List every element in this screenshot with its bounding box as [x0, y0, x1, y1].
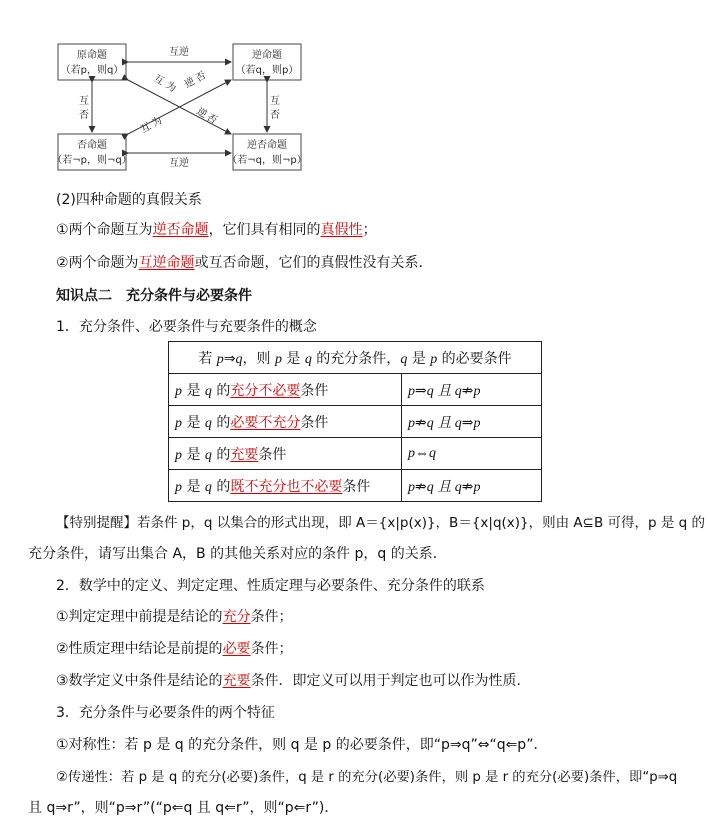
feature-2-line-1: ②传递性：若 p 是 q 的充分(必要)条件，q 是 r 的充分(必要)条件，则 p 是 r 的充分(必要)条件，即“p⇒q	[56, 770, 678, 785]
negation-sub: （若¬p，则¬q）	[52, 155, 132, 166]
feature-2-line-2: 且 q⇒r”，则“p⇒r”(“p⇐q 且 q⇐r”，则“p⇐r”)．	[28, 800, 339, 816]
table-row	[169, 374, 542, 406]
table-cell-condition: p 是 q 的充要条件	[169, 438, 402, 470]
th-c: 是	[281, 350, 305, 367]
tip-line-1: 【特别提醒】若条件 p，q 以集合的形式出现，即 A＝{x|p(x)}，B＝{x|q(x)}，则由 A⊆B 可得，p 是 q 的	[56, 515, 706, 531]
diag1-d: 否	[204, 112, 219, 127]
feature-1: ①对称性：若 p 是 q 的充分条件，则 q 是 p 的必要条件，即“p⇒q”⇔“q⇐p”．	[56, 737, 548, 753]
four-propositions-diagram	[0, 0, 330, 180]
contrapositive-sub: （若¬q，则¬p）	[227, 155, 307, 166]
line-1-b: 逆否命题	[152, 222, 209, 238]
m1-c: 条件；	[250, 609, 293, 625]
th-q: q	[235, 351, 243, 367]
th-arrow: ⇒	[223, 350, 236, 367]
m1-a: ①判定定理中前提是结论的	[56, 609, 223, 625]
th-f: 的必要条件	[437, 350, 512, 367]
th-a: 若	[198, 350, 217, 367]
line-2	[56, 252, 433, 272]
th-q2: q	[304, 351, 312, 367]
line-1-e: ；	[362, 222, 377, 238]
m3-a: ③数学定义中条件是结论的	[56, 673, 223, 689]
th-p: p	[216, 351, 224, 367]
line-2-c: 或互否命题，它们的真假性没有关系．	[194, 255, 433, 271]
top-label: 互逆	[169, 47, 189, 58]
m3-c: 条件．即定义可以用于判定也可以作为性质．	[250, 673, 531, 689]
conditions-table	[168, 341, 542, 502]
tip-line-2: 充分条件，请写出集合 A，B 的其他关系对应的条件 p，q 的关系．	[28, 546, 447, 562]
table-row	[169, 470, 542, 502]
negation-title: 否命题	[77, 140, 107, 151]
original-title: 原命题	[77, 50, 107, 61]
table-cell-relation: p⇏q 且 q⇒p	[402, 406, 542, 438]
table-cell-relation: p⇔q	[402, 438, 542, 470]
bottom-label: 互逆	[169, 158, 189, 169]
subsection-1: 1．充分条件、必要条件与充要条件的概念	[56, 319, 317, 335]
right-label-1: 互	[270, 96, 280, 107]
th-b: ，则	[242, 350, 275, 367]
table-cell-condition: p 是 q 的必要不充分条件	[169, 406, 402, 438]
section-2-title: (2)四种命题的真假关系	[56, 192, 202, 208]
diag1-c: 逆	[194, 106, 209, 121]
table-row	[169, 438, 542, 470]
m2-c: 条件；	[250, 641, 293, 657]
m2-b: 必要	[222, 641, 251, 657]
diag1-a: 互	[151, 73, 166, 88]
line-1-c: ，它们具有相同的	[208, 222, 321, 238]
left-label-1: 互	[79, 96, 89, 107]
knowledge-point-2-heading: 知识点二 充分条件与必要条件	[56, 288, 252, 304]
subsection-3: 3．充分条件与必要条件的两个特征	[56, 705, 275, 721]
th-p2: p	[274, 351, 282, 367]
line-1-a: ①两个命题互为	[56, 222, 153, 238]
m1-b: 充分	[222, 609, 251, 625]
mapping-3	[56, 670, 531, 690]
table-cell-condition: p 是 q 的既不充分也不必要条件	[169, 470, 402, 502]
th-p3: p	[430, 351, 438, 367]
table-cell-relation: p⇒q 且 q⇏p	[402, 374, 542, 406]
line-2-a: ②两个命题为	[56, 255, 139, 271]
inverse-title: 逆命题	[252, 50, 282, 61]
diag2-b: 为	[150, 115, 165, 130]
subsection-2: 2．数学中的定义、判定定理、性质定理与必要条件、充分条件的联系	[56, 578, 485, 594]
m3-b: 充要	[222, 673, 251, 689]
table-header-row	[169, 342, 542, 374]
line-1	[56, 219, 377, 239]
diag2-c: 逆	[183, 76, 198, 91]
line-1-d: 真假性	[320, 222, 363, 238]
table-row	[169, 406, 542, 438]
th-e: 是	[407, 350, 431, 367]
inverse-sub: （若q，则p）	[235, 65, 299, 76]
m2-a: ②性质定理中结论是前提的	[56, 641, 223, 657]
mapping-2	[56, 638, 293, 658]
contrapositive-title: 逆否命题	[247, 140, 287, 151]
left-label-2: 否	[79, 110, 89, 121]
table-cell-condition: p 是 q 的充分不必要条件	[169, 374, 402, 406]
th-d: 的充分条件，	[311, 350, 401, 367]
line-2-b: 互逆命题	[138, 255, 195, 271]
right-label-2: 否	[270, 110, 280, 121]
th-q3: q	[400, 351, 408, 367]
diag2-a: 互	[139, 121, 154, 136]
diag2-d: 否	[194, 70, 209, 85]
table-cell-relation: p⇏q 且 q⇏p	[402, 470, 542, 502]
original-sub: （若p，则q）	[60, 65, 124, 76]
mapping-1	[56, 606, 293, 626]
diag1-b: 为	[163, 80, 178, 95]
table-header-cell	[169, 342, 542, 374]
